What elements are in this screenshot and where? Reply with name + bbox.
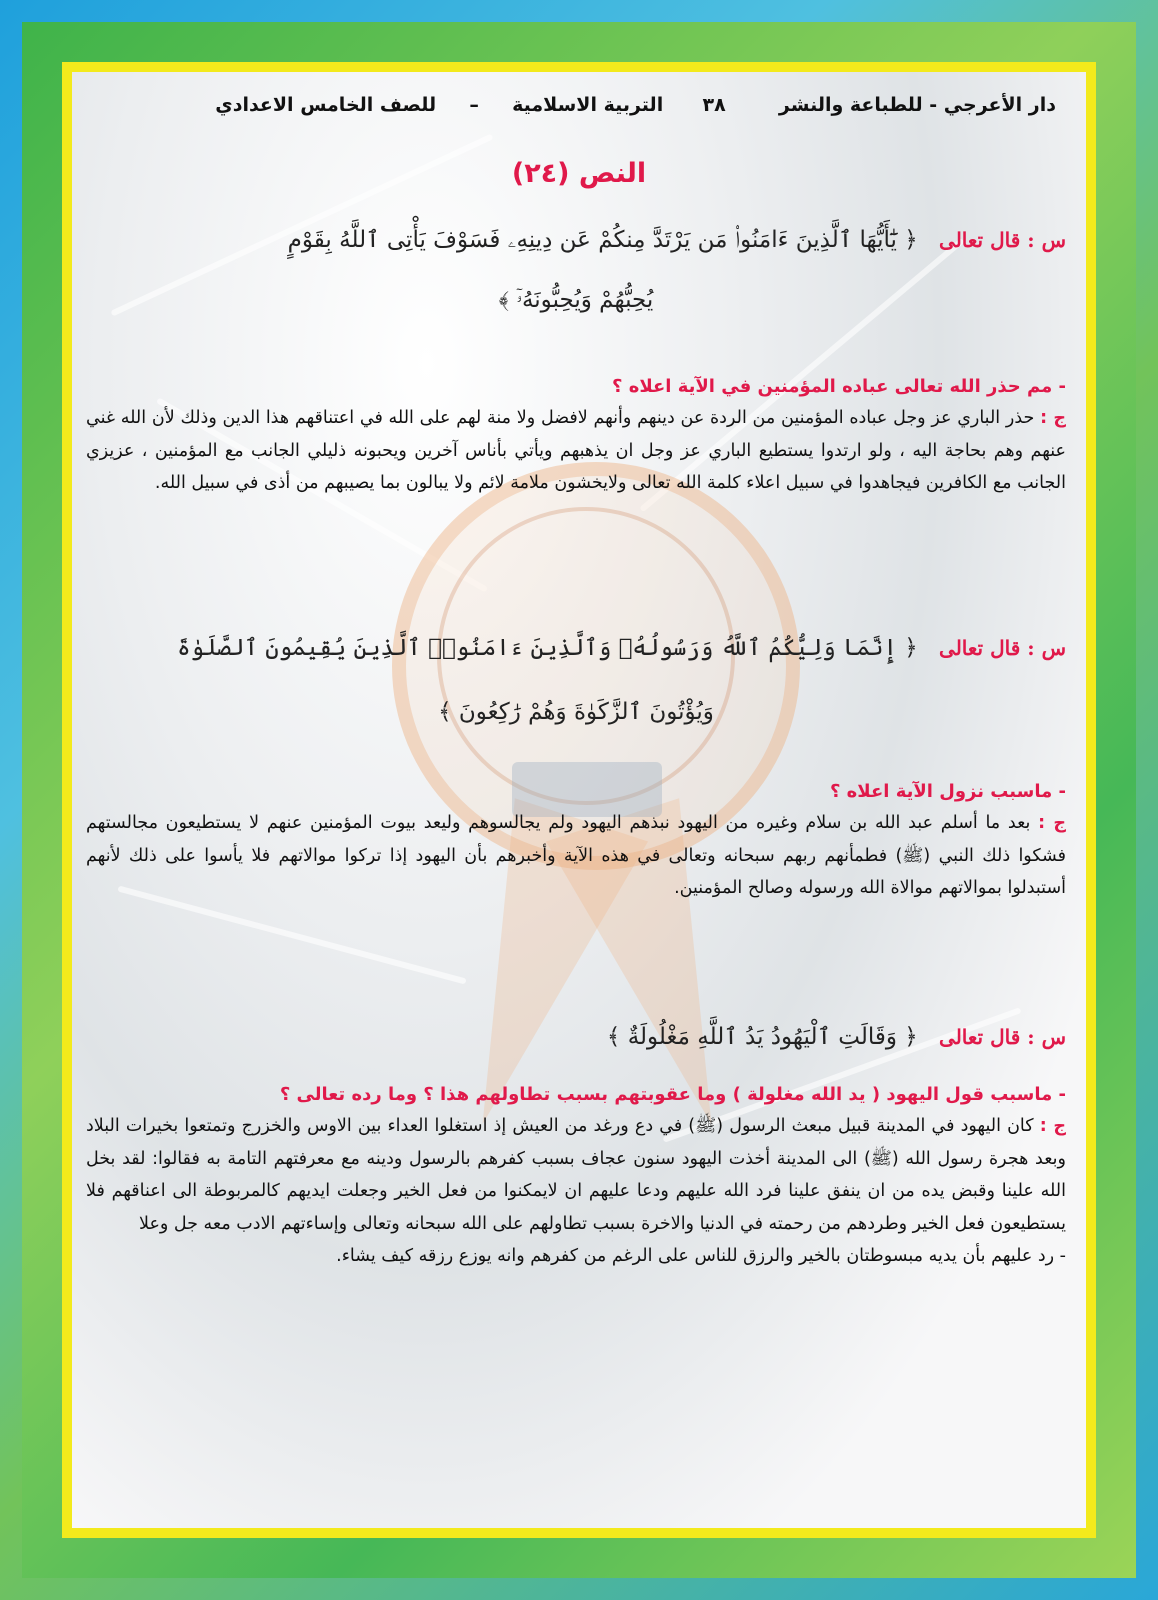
sub-question-3 <box>86 1080 1066 1273</box>
quran-verse-line: ﴿ يَٰٓأَيُّهَا ٱلَّذِينَ ءَامَنُوا۟ مَن يَرْتَدَّ مِنكُمْ عَن دِينِهِۦ فَسَوْفَ يَأْتِى ٱللَّهُ بِقَوْمٍ <box>287 227 918 253</box>
answer-label: ج : <box>1040 408 1066 428</box>
answer-text: بعد ما أسلم عبد الله بن سلام وغيره من اليهود نبذهم اليهود ولم يجالسوهم وليعد بيوت المؤمنين عنهم لا يستطيعون مجالستهم فشكوا ذلك النبي (ﷺ) فطمأنهم ربهم سبحانه وتعالى في هذه الآية وأخبرهم بأن اليهود إذا تركوا موالاتهم فلا يأسوا على ذلك لأنهم أستبدلوا بموالاتهم موالاة الله ورسوله وصالح المؤمنين. <box>86 813 1066 898</box>
question-label: س : قال تعالى <box>939 1025 1066 1049</box>
quran-verse-line: وَيُؤْتُونَ ٱلزَّكَوٰةَ وَهُمْ رَٰكِعُونَ ﴾ <box>438 699 714 725</box>
publisher-name: دار الأعرجي - للطباعة والنشر <box>778 94 1056 116</box>
sub-question-text: - ماسبب نزول الآية اعلاه ؟ <box>829 781 1066 802</box>
answer-paragraph <box>86 807 1066 905</box>
answer-label: ج : <box>1038 813 1066 833</box>
header-separator: – <box>469 94 479 116</box>
grade-name: للصف الخامس الاعدادي <box>215 94 437 116</box>
quran-verse-line: ﴿ إِنَّمَا وَلِيُّكُمُ ٱللَّهُ وَرَسُولُهُۥ وَٱلَّذِينَ ءَامَنُوا۟ ٱلَّذِينَ يُقِيمُونَ ٱلصَّلَوٰةَ <box>177 635 918 661</box>
subject-name: التربية الاسلامية <box>512 94 664 116</box>
sub-question-text: - مم حذر الله تعالى عباده المؤمنين في الآية اعلاه ؟ <box>612 376 1066 397</box>
question-label: س : قال تعالى <box>939 228 1066 252</box>
page-header <box>106 94 1056 116</box>
page <box>72 72 1086 1528</box>
answer-paragraph <box>86 1110 1066 1240</box>
question-block-3 <box>86 1007 1066 1067</box>
answer-text: حذر الباري عز وجل عباده المؤمنين من الردة عن دينهم وأنهم لافضل ولا منة لهم على الله في اعتناقهم هذا الدين وذلك لأن الله غني عنهم وهم بحاجة اليه ، ولو ارتدوا يستطيع الباري عز وجل ان يذهبهم ويأتي بأناس آخرين ويحبونه ذليلي الجانب مع المؤمنين ، عزيزي الجانب مع الكافرين فيجاهدوا في سبيل اعلاء كلمة الله تعالى ولايخشون ملامة لائم ولا يبالون بما يصيبهم من أذى في سبيل الله. <box>86 408 1066 493</box>
quran-verse-line: يُحِبُّهُمْ وَيُحِبُّونَهُۥٓ ﴾ <box>498 287 654 313</box>
quran-verse-line: ﴿ وَقَالَتِ ٱلْيَهُودُ يَدُ ٱللَّهِ مَغْلُولَةٌ ﴾ <box>606 1024 918 1050</box>
question-block-2 <box>86 616 1066 744</box>
sub-question-2 <box>86 777 1066 905</box>
sub-question-1 <box>86 372 1066 500</box>
question-block-1 <box>86 210 1066 330</box>
page-content <box>72 72 1086 1528</box>
answer-label: ج : <box>1039 1116 1067 1136</box>
reply-paragraph: - رد عليهم بأن يديه مبسوطتان بالخير والرزق للناس على الرغم من كفرهم وانه يوزع رزقه كيف يشاء. <box>336 1246 1066 1266</box>
answer-paragraph <box>86 402 1066 500</box>
page-title: النص (٢٤) <box>511 158 647 189</box>
answer-text: كان اليهود في المدينة قبيل مبعث الرسول (ﷺ) في دع ورغد من العيش إذ استغلوا العداء بين الاوس والخزرج وتمتعوا بخيرات البلاد وبعد هجرة رسول الله (ﷺ) الى المدينة أخذت اليهود سنون عجاف بسبب كفرهم بالرسول ودينه مع معرفتهم التامة به فقالوا: لقد بخل الله علينا وقبض يده من ان ينفق علينا فرد الله عليهم ودعا عليهم ان لايمكنوا من فعل الخير وجعلت ايديهم كالمربوطة الى اعناقهم فلا يستطيعون فعل الخير وطردهم من رحمته في الدنيا والاخرة بسبب تطاولهم على الله سبحانه وتعالى وإساءتهم الادب معه جل وعلا <box>86 1116 1066 1234</box>
question-label: س : قال تعالى <box>939 636 1066 660</box>
page-number: ٣٨ <box>702 94 726 116</box>
sub-question-text: - ماسبب قول اليهود ( يد الله مغلولة ) وما عقوبتهم بسبب تطاولهم هذا ؟ وما رده تعالى ؟ <box>279 1084 1066 1105</box>
